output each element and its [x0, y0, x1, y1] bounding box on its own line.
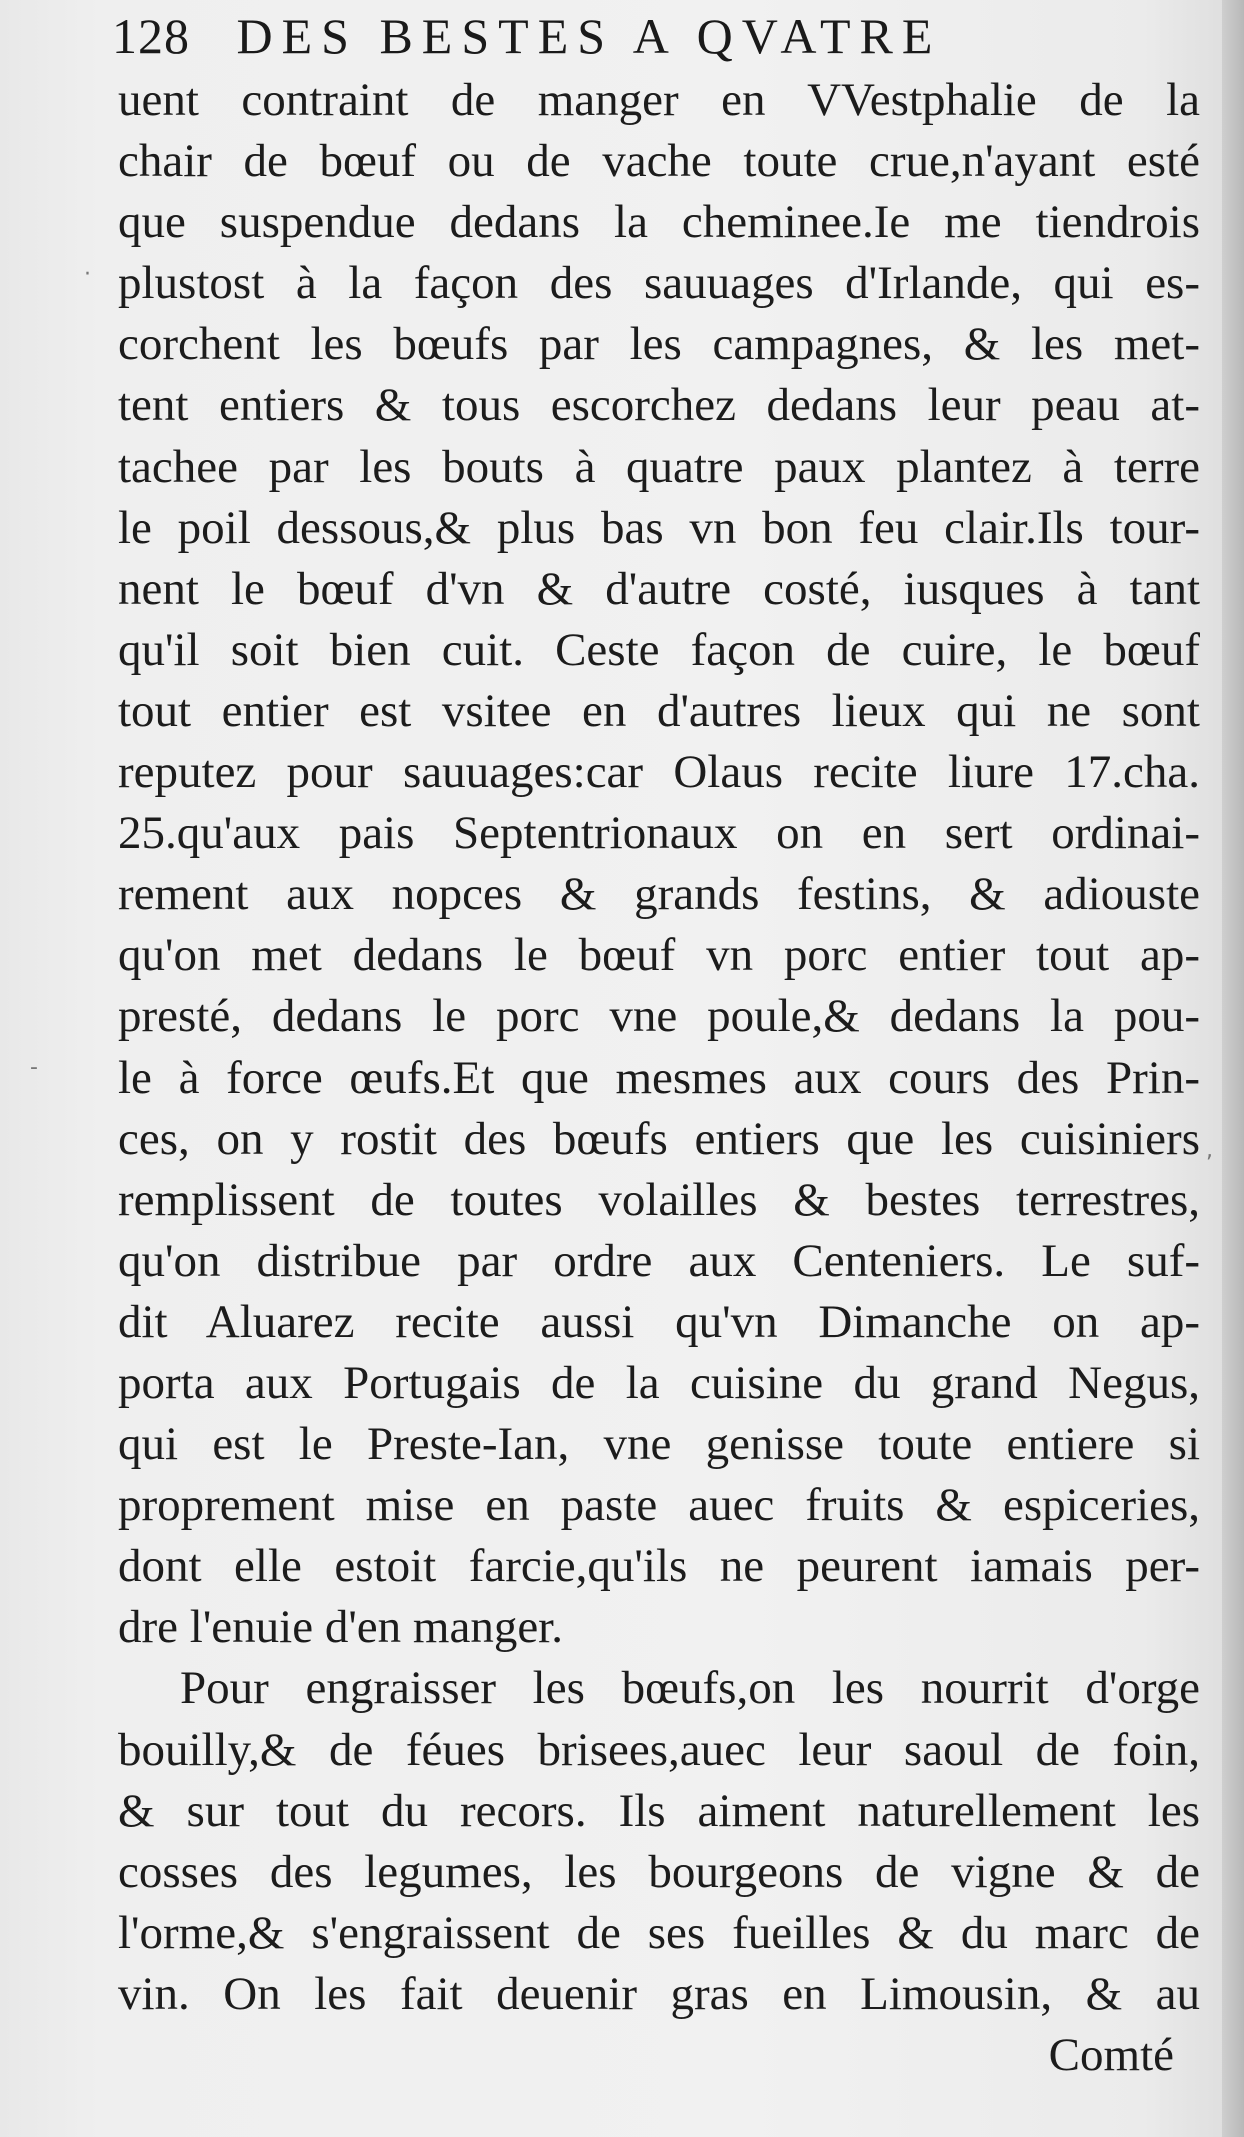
text-line: cosses des legumes, les bourgeons de vigne & de	[118, 1845, 1200, 1898]
text-line: dit Aluarez recite aussi qu'vn Dimanche on ap-	[118, 1295, 1200, 1348]
text-line: l'orme,& s'engraissent de ses fueilles & du marc de	[118, 1906, 1200, 1959]
text-line: tent entiers & tous escorchez dedans leur peau at-	[118, 379, 1200, 432]
catchword: Comté	[1048, 2029, 1174, 2081]
text-line: uent contraint de manger en VVestphalie de la	[118, 74, 1200, 126]
text-line: tachee par les bouts à quatre paux plantez à terre	[118, 440, 1200, 493]
text-line: remplissent de toutes volailles & bestes terrestres,	[118, 1173, 1200, 1226]
ink-speck: ,	[1206, 1138, 1213, 1163]
text-line: proprement mise en paste auec fruits & espiceries,	[118, 1479, 1200, 1532]
text-line: vin. On les fait deuenir gras en Limousin, & au	[118, 1967, 1200, 2020]
text-line: dont elle estoit farcie,qu'ils ne peurent iamais per-	[118, 1540, 1200, 1593]
ink-speck: -	[30, 1055, 38, 1080]
text-line: qu'on met dedans le bœuf vn porc entier tout ap-	[118, 929, 1200, 982]
paragraph-2	[118, 1658, 1200, 2025]
text-line: porta aux Portugais de la cuisine du grand Negus,	[118, 1356, 1200, 1409]
text-line: le poil dessous,& plus bas vn bon feu clair.Ils tour-	[118, 501, 1200, 554]
text-line: nent le bœuf d'vn & d'autre costé, iusques à tant	[118, 562, 1200, 615]
text-line: rement aux nopces & grands festins, & adiouste	[118, 868, 1200, 921]
text-line: reputez pour sauuages:car Olaus recite liure 17.cha.	[118, 746, 1200, 799]
text-line: qu'il soit bien cuit. Ceste façon de cuire, le bœuf	[118, 623, 1200, 676]
text-line: qui est le Preste-Ian, vne genisse toute entiere si	[118, 1418, 1200, 1471]
text-line: qu'on distribue par ordre aux Centeniers. Le suf-	[118, 1234, 1200, 1287]
body-text	[118, 70, 1200, 2086]
text-line: plustost à la façon des sauuages d'Irlande, qui es-	[118, 257, 1200, 310]
text-line: bouilly,& de féues brisees,auec leur saoul de foin,	[118, 1723, 1200, 1776]
text-line: que suspendue dedans la cheminee.Ie me tiendrois	[118, 196, 1200, 249]
text-line: tout entier est vsitee en d'autres lieux qui ne sont	[118, 684, 1200, 737]
page-number: 128	[112, 8, 190, 64]
text-line: Pour engraisser les bœufs,on les nourrit d'orge	[180, 1662, 1200, 1715]
text-line: dre l'enuie d'en manger.	[118, 1601, 563, 1654]
text-line: & sur tout du recors. Ils aiment naturellement les	[118, 1784, 1200, 1837]
text-line: le à force œufs.Et que mesmes aux cours des Prin-	[118, 1051, 1200, 1104]
running-title: DES BESTES A QVATRE	[236, 8, 942, 64]
text-line: ces, on y rostit des bœufs entiers que les cuisiniers	[118, 1112, 1200, 1165]
text-line: presté, dedans le porc vne poule,& dedans la pou-	[118, 990, 1200, 1043]
ink-speck: ·	[84, 262, 91, 287]
running-header	[112, 6, 1212, 66]
text-line: corchent les bœufs par les campagnes, & les met-	[118, 318, 1200, 371]
paragraph-1	[118, 70, 1200, 1658]
text-line: 25.qu'aux pais Septentrionaux on en sert ordinai-	[118, 807, 1200, 860]
page-gutter-shadow	[1222, 0, 1244, 2137]
text-line: chair de bœuf ou de vache toute crue,n'ayant esté	[118, 135, 1200, 188]
